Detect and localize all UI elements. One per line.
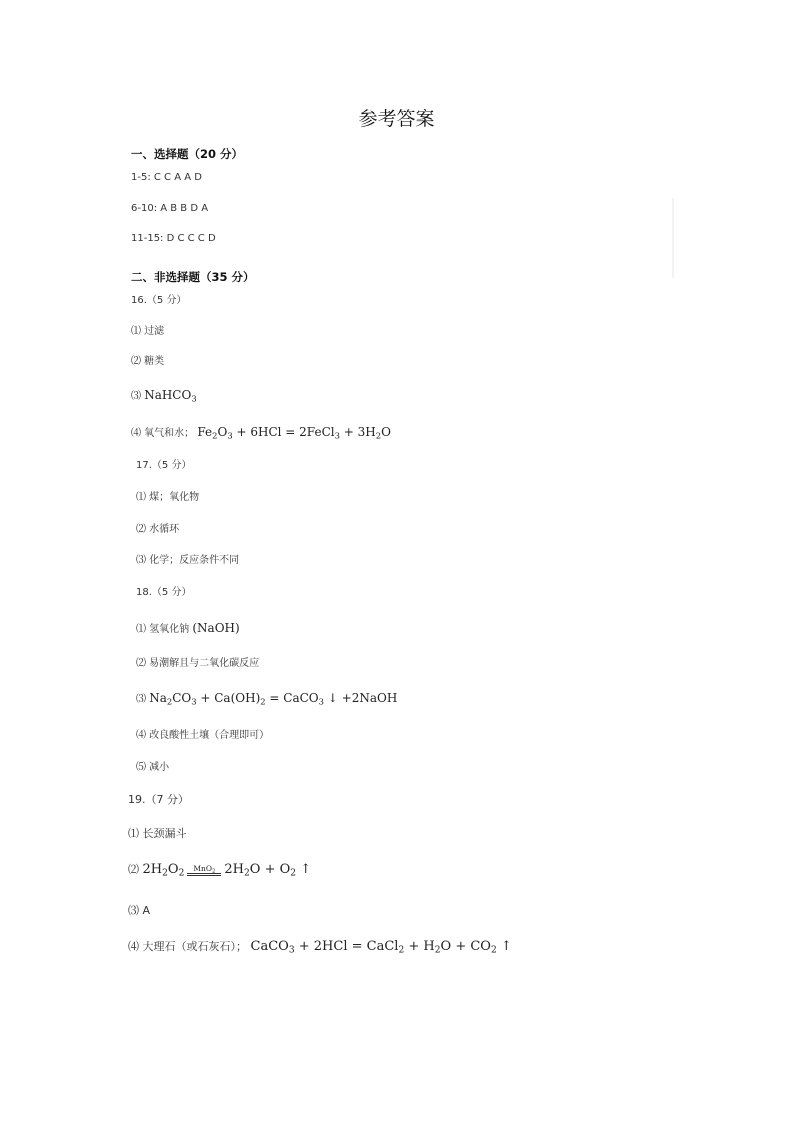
q16-answer-3-label: ⑶ [131,391,141,402]
q17-answer-2: ⑵ 水循环 [136,524,180,535]
q16-answer-4 [131,425,391,441]
equation-caustic-soda-preparation: $Na_2CO_3 + Ca(OH)_2$ = CaCO$_3$ ↓ +2NaOH [149,691,398,707]
q18-answer-3 [136,691,397,707]
q18-answer-1 [136,621,240,637]
q18-answer-1-text: ⑴ 氢氧化钠 [136,624,190,635]
q19-answer-3: ⑶ A [128,904,151,917]
q19-answer-1: ⑴ 长颈漏斗 [128,827,187,840]
q16-answer-1: ⑴ 过滤 [131,326,165,337]
equation-carbon-dioxide-preparation: CaCO$_3$ + 2HCl = CaCl$_2$ + $H_2O + CO_2$ ↑ [250,939,512,956]
q18-heading: 18.（5 分） [136,587,192,598]
q17-answer-3: ⑶ 化学；反应条件不同 [136,555,240,566]
q19-answer-4-label: ⑷ 大理石（或石灰石）； [128,940,247,953]
q16-answer-2: ⑵ 糖类 [131,356,165,367]
mc-row-11-15: 11-15: D C C C D [131,233,216,244]
q16-heading: 16.（5 分） [131,295,187,306]
q18-answer-2: ⑵ 易潮解且与二氧化碳反应 [136,658,260,669]
q18-answer-5: ⑸ 减小 [136,762,170,773]
catalyst-condition: MnO$_2$ [187,865,221,876]
q18-answer-4: ⑷ 改良酸性土壤（合理即可） [136,730,270,741]
q16-answer-3 [131,388,197,404]
q19-answer-2 [128,863,311,877]
formula-naoh: (NaOH) [192,621,240,635]
q19-answer-4 [128,940,512,954]
q17-answer-1: ⑴ 煤；氧化物 [136,492,200,503]
section-multiple-choice-heading: 一、选择题（20 分） [131,147,244,161]
equation-rust-removal: $Fe_2O_3 + 6HCl$ = 2FeCl$_3$ + $3H_2O$ [197,425,391,441]
section-non-choice-heading: 二、非选择题（35 分） [131,270,255,284]
equation-hydrogen-peroxide-decomposition: $2H_2O_2$ MnO$_2$ $2H_2O + O_2$ ↑ [142,862,312,879]
q16-answer-4-label: ⑷ 氧气和水； [131,428,195,439]
formula-sodium-bicarbonate: NaHCO$_3$ [144,388,197,404]
scan-edge-artifact [672,198,674,278]
q19-heading: 19.（7 分） [128,793,189,806]
mc-row-6-10: 6-10: A B B D A [131,203,209,214]
q19-answer-2-label: ⑵ [128,863,139,876]
mc-row-1-5: 1-5: C C A A D [131,172,202,183]
q18-answer-3-label: ⑶ [136,694,146,705]
q17-heading: 17.（5 分） [136,460,192,471]
page-title: 参考答案 [358,108,435,130]
